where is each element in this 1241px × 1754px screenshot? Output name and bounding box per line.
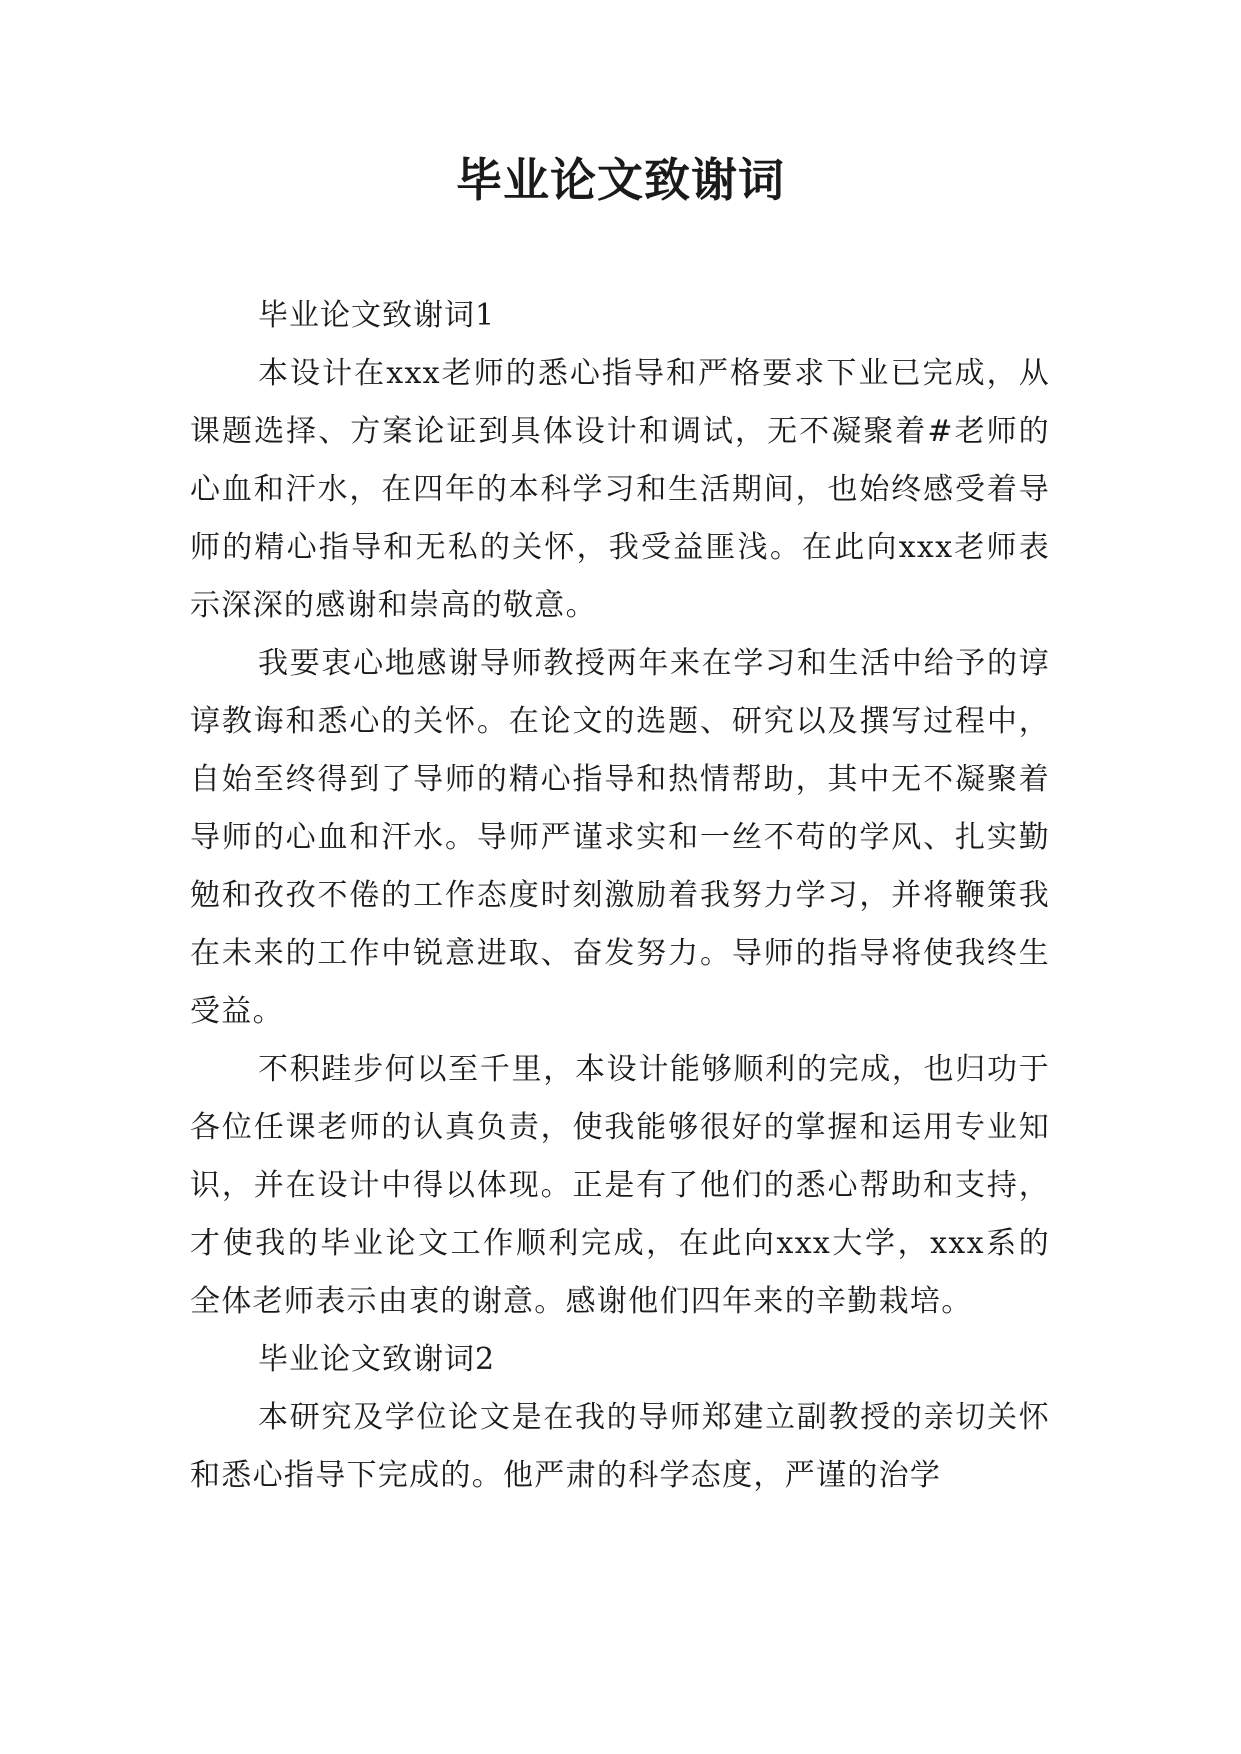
- body-paragraph: 我要衷心地感谢导师教授两年来在学习和生活中给予的谆谆教诲和悉心的关怀。在论文的选题、研究以及撰写过程中，自始至终得到了导师的精心指导和热情帮助，其中无不凝聚着导师的心血和汗水。导师严谨求实和一丝不苟的学风、扎实勤勉和孜孜不倦的工作态度时刻激励着我努力学习，并将鞭策我在未来的工作中锐意进取、奋发努力。导师的指导将使我终生受益。: [190, 646, 1050, 1029]
- document-body: [190, 287, 1050, 1505]
- body-paragraph: 不积跬步何以至千里，本设计能够顺利的完成，也归功于各位任课老师的认真负责，使我能够很好的掌握和运用专业知识，并在设计中得以体现。正是有了他们的悉心帮助和支持，才使我的毕业论文工作顺利完成，在此向xxx大学，xxx系的全体老师表示由衷的谢意。感谢他们四年来的辛勤栽培。: [190, 1052, 1050, 1319]
- document-title: 毕业论文致谢词: [456, 153, 785, 207]
- section-heading-1: 毕业论文致谢词1: [258, 298, 496, 333]
- section-heading-2: 毕业论文致谢词2: [258, 1342, 496, 1377]
- body-paragraph: 本研究及学位论文是在我的导师郑建立副教授的亲切关怀和悉心指导下完成的。他严肃的科学态度，严谨的治学: [190, 1400, 1050, 1493]
- body-paragraph: 本设计在xxx老师的悉心指导和严格要求下业已完成，从课题选择、方案论证到具体设计和调试，无不凝聚着#老师的心血和汗水，在四年的本科学习和生活期间，也始终感受着导师的精心指导和无私的关怀，我受益匪浅。在此向xxx老师表示深深的感谢和崇高的敬意。: [190, 356, 1050, 623]
